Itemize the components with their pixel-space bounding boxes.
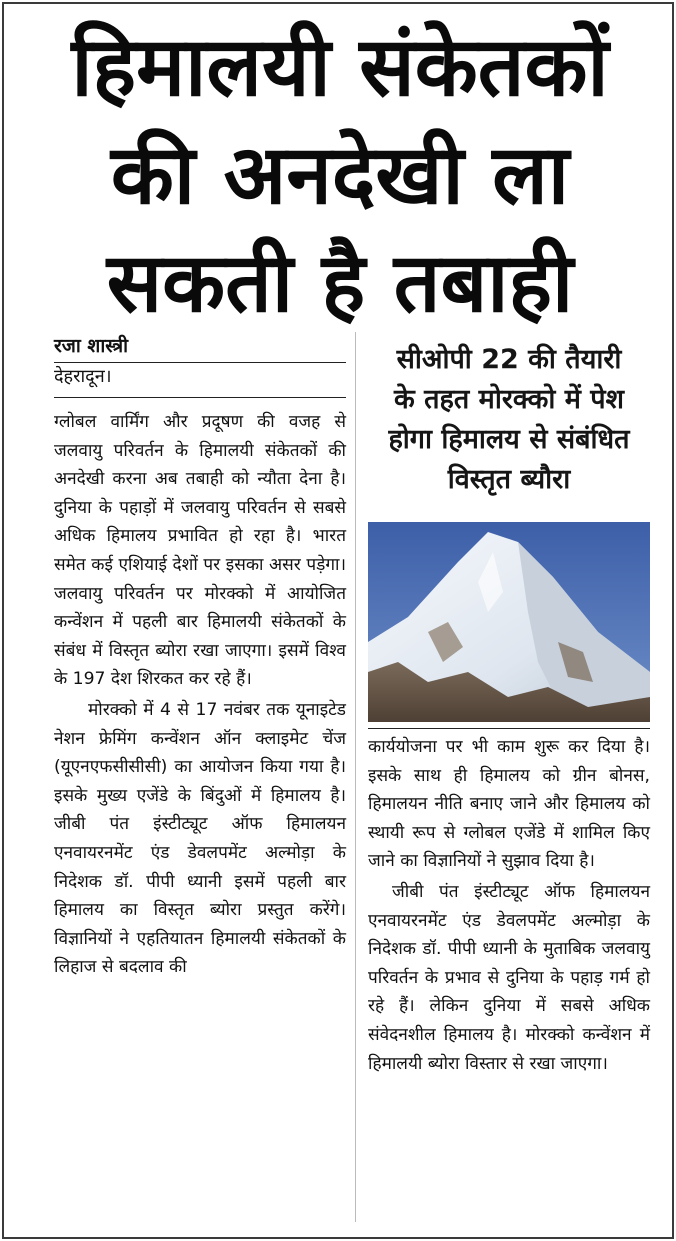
subheadline-line-3: होगा हिमालय से संबंधित <box>388 424 630 455</box>
dateline: देहरादून। <box>54 363 346 398</box>
photo-rule <box>368 728 650 729</box>
subheadline-line-4: विस्तृत ब्यौरा <box>447 464 571 495</box>
subheadline-line-1: सीओपी 22 की तैयारी <box>396 344 622 375</box>
subheadline-line-2: के तहत मोरक्को में पेश <box>394 384 624 415</box>
article-frame <box>2 2 674 1239</box>
right-paragraph-1: कार्ययोजना पर भी काम शुरू कर दिया है। इसके साथ ही हिमालय को ग्रीन बोनस, हिमालयन नीति बनाए जाने और हिमालय को स्थायी रूप से ग्लोबल एजेंडे में शामिल किए जाने का विज्ञानियों ने सुझाव दिया है। <box>368 737 650 872</box>
left-column <box>54 332 346 982</box>
headline-line-1: हिमालयी संकेतकों <box>71 20 609 115</box>
right-column <box>368 340 650 1078</box>
left-paragraph-2: मोरक्को में 4 से 17 नवंबर तक यूनाइटेड नेशन फ्रेमिंग कन्वेंशन ऑन क्लाइमेट चेंज (यूएनएफसीसीसी) का आयोजन किया गया है। इसके मुख्य एजेंडे के बिंदुओं में हिमालय है। जीबी पंत इंस्टीट्यूट ऑफ हिमालयन एनवायरनमेंट एंड डेवलपमेंट अल्मोड़ा के निदेशक डॉ. पीपी ध्यानी इसमें पहली बार हिमालय का विस्तृत ब्योरा प्रस्तुत करेंगे। विज्ञानियों ने एहतियातन हिमालयी संकेतकों के लिहाज से बदलाव की <box>54 699 346 978</box>
headline-line-2: की अनदेखी ला <box>110 128 570 223</box>
right-paragraph-2: जीबी पंत इंस्टीट्यूट ऑफ हिमालयन एनवायरनमेंट एंड डेवलपमेंट अल्मोड़ा के निदेशक डॉ. पीपी ध्यानी के मुताबिक जलवायु परिवर्तन के प्रभाव से दुनिया के पहाड़ गर्म हो रहे हैं। लेकिन दुनिया में सबसे अधिक संवेदनशील हिमालय है। मोरक्को कन्वेंशन में हिमालयी ब्योरा विस्तार से रखा जाएगा। <box>368 881 650 1074</box>
mountain-photo <box>368 522 650 722</box>
headline-line-3: सकती है तबाही <box>106 236 574 331</box>
byline: रजा शास्त्री <box>54 335 129 357</box>
headline <box>4 14 676 338</box>
column-divider <box>355 332 356 1222</box>
left-paragraph-1: ग्लोबल वार्मिंग और प्रदूषण की वजह से जलवायु परिवर्तन के हिमालयी संकेतकों की अनदेखी करना अब तबाही को न्यौता देना है। दुनिया के पहाड़ों में जलवायु परिवर्तन से सबसे अधिक हिमालय प्रभावित हो रहा है। भारत समेत कई एशियाई देशों पर इसका असर पड़ेगा। जलवायु परिवर्तन पर मोरक्को में आयोजित कन्वेंशन में पहली बार हिमालयी संकेतकों के संबंध में विस्तृत ब्योरा रखा जाएगा। इसमें विश्व के 197 देश शिरकत कर रहे हैं। <box>54 412 346 690</box>
subheadline <box>368 340 650 500</box>
mountain-photo-icon <box>368 522 650 722</box>
